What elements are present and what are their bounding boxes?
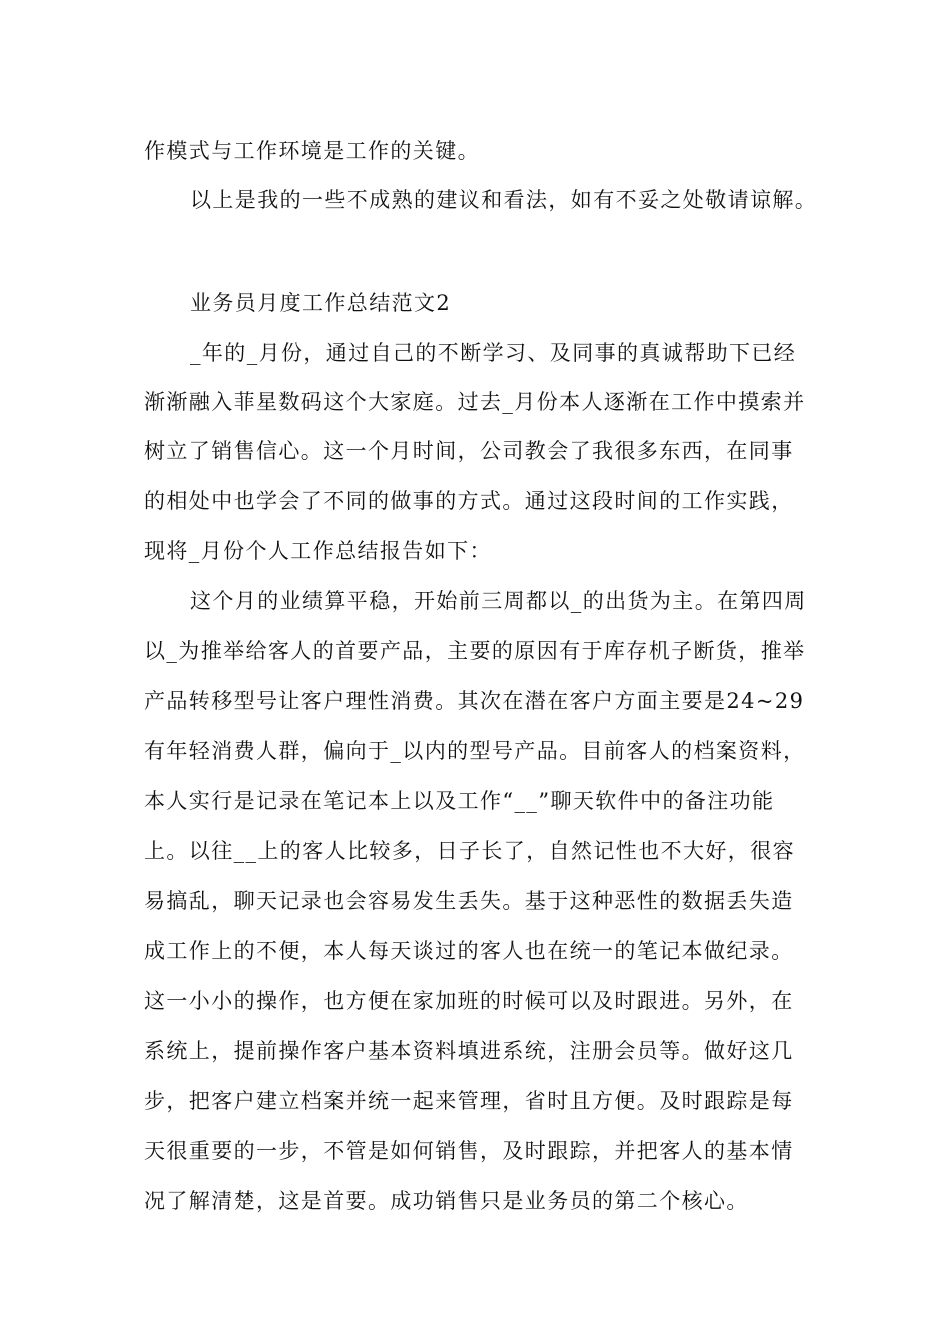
text-line: 上。以往__上的客人比较多，日子长了，自然记性也不大好，很容 — [144, 839, 795, 863]
text-line: 成工作上的不便，本人每天谈过的客人也在统一的笔记本做纪录。 — [144, 939, 794, 963]
text-line: 易搞乱，聊天记录也会容易发生丢失。基于这种恶性的数据丢失造 — [144, 889, 794, 913]
text-line: 系统上，提前操作客户基本资料填进系统，注册会员等。做好这几 — [144, 1039, 794, 1063]
text-line: 渐渐融入菲星数码这个大家庭。过去_月份本人逐渐在工作中摸索并 — [144, 390, 806, 414]
text-line: 现将_月份个人工作总结报告如下： — [144, 539, 492, 563]
text-line: 这个月的业绩算平稳，开始前三周都以_的出货为主。在第四周 — [190, 589, 807, 613]
text-line: 有年轻消费人群，偏向于_以内的型号产品。目前客人的档案资料， — [144, 739, 806, 763]
text-line: 本人实行是记录在笔记本上以及工作“__”聊天软件中的备注功能 — [144, 789, 775, 813]
text-line: _年的_月份，通过自己的不断学习、及同事的真诚帮助下已经 — [190, 341, 797, 365]
section-heading: 业务员月度工作总结范文2 — [190, 291, 452, 315]
text-line: 树立了销售信心。这一个月时间，公司教会了我很多东西，在同事 — [144, 439, 794, 463]
text-line: 步，把客户建立档案并统一起来管理，省时且方便。及时跟踪是每 — [144, 1089, 794, 1113]
text-line: 的相处中也学会了不同的做事的方式。通过这段时间的工作实践， — [144, 489, 794, 513]
text-line: 作模式与工作环境是工作的关键。 — [144, 139, 480, 163]
text-line: 况了解清楚，这是首要。成功销售只是业务员的第二个核心。 — [144, 1189, 749, 1213]
text-line: 天很重要的一步，不管是如何销售，及时跟踪，并把客人的基本情 — [144, 1139, 794, 1163]
text-line: 产品转移型号让客户理性消费。其次在潜在客户方面主要是24~29 — [144, 689, 805, 713]
text-line: 以_为推举给客人的首要产品，主要的原因有于库存机子断货，推举 — [144, 639, 806, 663]
text-line: 以上是我的一些不成熟的建议和看法，如有不妥之处敬请谅解。 — [190, 188, 818, 212]
text-line: 这一小小的操作，也方便在家加班的时候可以及时跟进。另外，在 — [144, 989, 794, 1013]
